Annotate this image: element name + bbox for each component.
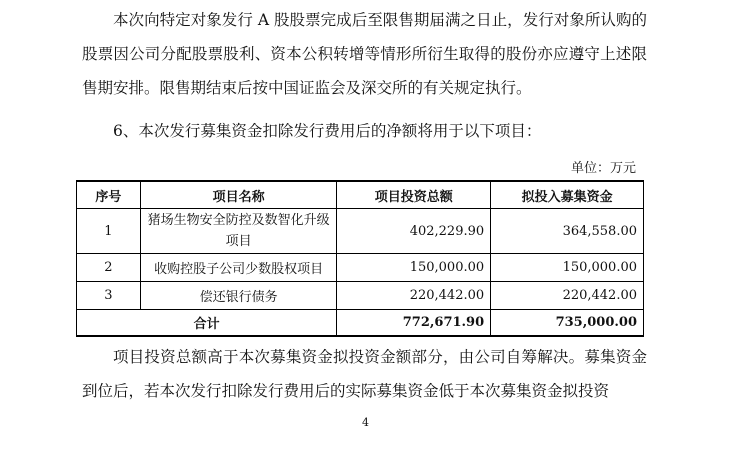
row-name: 偿还银行债务: [140, 282, 336, 310]
row-raise: 150,000.00: [491, 254, 644, 282]
row-total: 150,000.00: [337, 254, 491, 282]
row-name: 猪场生物安全防控及数智化升级项目: [140, 209, 336, 254]
row-no: 2: [77, 254, 141, 282]
table-row: [77, 254, 644, 282]
table-total-row: [77, 310, 644, 337]
table-header-row: [77, 181, 644, 209]
total-investment: 772,671.90: [337, 310, 491, 337]
row-raise: 220,442.00: [491, 282, 644, 310]
header-raise: 拟投入募集资金: [491, 181, 644, 209]
total-label: 合计: [77, 310, 337, 337]
row-no: 3: [77, 282, 141, 310]
row-total: 402,229.90: [337, 209, 491, 254]
row-raise: 364,558.00: [491, 209, 644, 254]
item-6-paragraph: 6、本次发行募集资金扣除发行费用后的净额将用于以下项目：: [113, 122, 542, 140]
fund-use-table: [76, 180, 644, 337]
table-row: [77, 209, 644, 254]
lockup-paragraph: 本次向特定对象发行 A 股股票完成后至限售期届满之日止，发行对象所认购的股票因公司分配股票股利、资本公积转增等情形所衍生取得的股份亦应遵守上述限售期安排。限售期结束后按中国证监会及深交所的有关规定执行。: [82, 11, 647, 97]
note-paragraph: 项目投资总额高于本次募集资金拟投资金额部分，由公司自筹解决。募集资金到位后，若本次发行扣除发行费用后的实际募集资金低于本次募集资金拟投资: [82, 348, 647, 400]
row-name: 收购控股子公司少数股权项目: [140, 254, 336, 282]
unit-label: 单位：万元: [570, 161, 636, 176]
header-no: 序号: [77, 181, 141, 209]
header-name: 项目名称: [140, 181, 336, 209]
page-number: 4: [362, 416, 369, 429]
total-raise: 735,000.00: [491, 310, 644, 337]
header-total: 项目投资总额: [337, 181, 491, 209]
row-no: 1: [77, 209, 141, 254]
table-row: [77, 282, 644, 310]
row-total: 220,442.00: [337, 282, 491, 310]
